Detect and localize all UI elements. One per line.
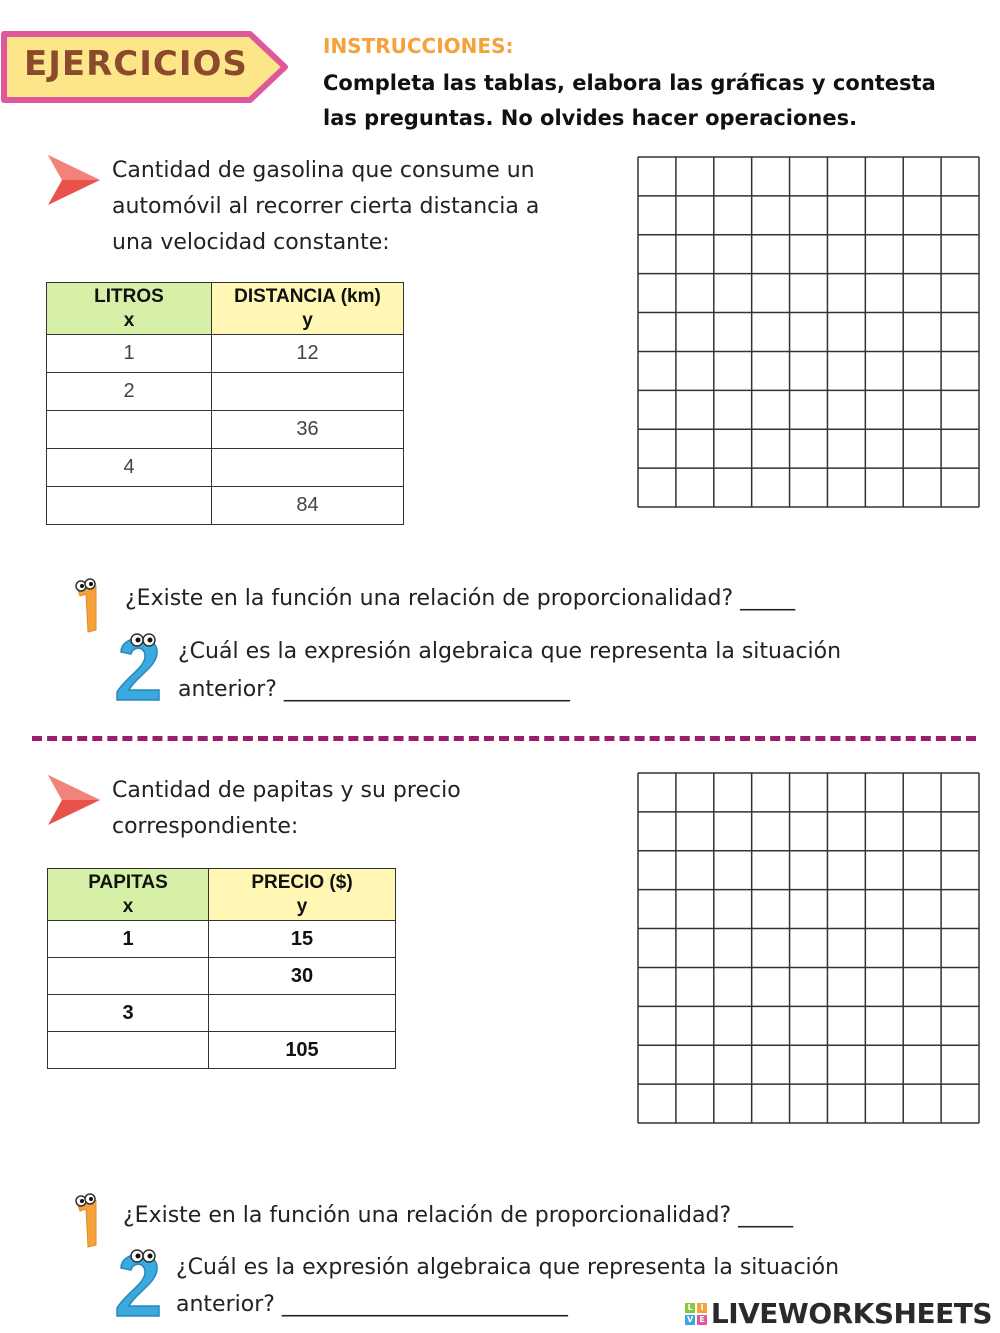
number-two-icon (113, 1244, 165, 1320)
number-one-icon (70, 1193, 106, 1251)
table-header-precio: PRECIO ($) y (209, 869, 396, 921)
table-row: 105 (48, 1032, 396, 1069)
liveworksheets-logo: L I V E LIVEWORKSHEETS (685, 1297, 992, 1330)
table-row: 2 (47, 373, 404, 411)
table-row: 1 15 (48, 921, 396, 958)
number-one-icon (70, 578, 106, 636)
table-row: 84 (47, 487, 404, 525)
exercise1-description: Cantidad de gasolina que consume un automóvil al recorrer cierta distancia a una velocidad constante: (112, 158, 540, 255)
exercise1-question1: ¿Existe en la función una relación de proporcionalidad? _____ (125, 586, 796, 611)
red-arrow-icon (44, 153, 102, 207)
banner-title: EJERCICIOS (24, 44, 248, 84)
instructions-title: INSTRUCCIONES: (323, 34, 514, 58)
red-arrow-icon (44, 773, 102, 827)
table-row: 1 12 (47, 335, 404, 373)
instructions-body: Completa las tablas, elabora las gráficas y contesta las preguntas. No olvides hacer operaciones. (323, 71, 936, 130)
exercise2-graph-grid[interactable] (637, 772, 980, 1124)
liveworksheets-logo-icon: L I V E (685, 1303, 707, 1325)
table-row: 4 (47, 449, 404, 487)
exercise2-description: Cantidad de papitas y su precio correspondiente: (112, 778, 461, 839)
table-header-papitas: PAPITAS x (48, 869, 209, 921)
exercise2-table (47, 868, 396, 1069)
exercise1-table (46, 282, 404, 525)
exercise1-question2: ¿Cuál es la expresión algebraica que representa la situación anterior? __________________________ (178, 639, 842, 702)
table-header-distancia: DISTANCIA (km) y (212, 283, 404, 335)
table-row: 36 (47, 411, 404, 449)
number-two-icon (113, 628, 165, 704)
exercise2-question2: ¿Cuál es la expresión algebraica que representa la situación anterior? __________________________ (176, 1255, 840, 1317)
table-row: 3 (48, 995, 396, 1032)
section-divider (32, 736, 976, 741)
table-row: 30 (48, 958, 396, 995)
exercise1-graph-grid[interactable] (637, 156, 980, 508)
table-header-litros: LITROS x (47, 283, 212, 335)
exercise2-question1: ¿Existe en la función una relación de proporcionalidad? _____ (123, 1203, 794, 1228)
